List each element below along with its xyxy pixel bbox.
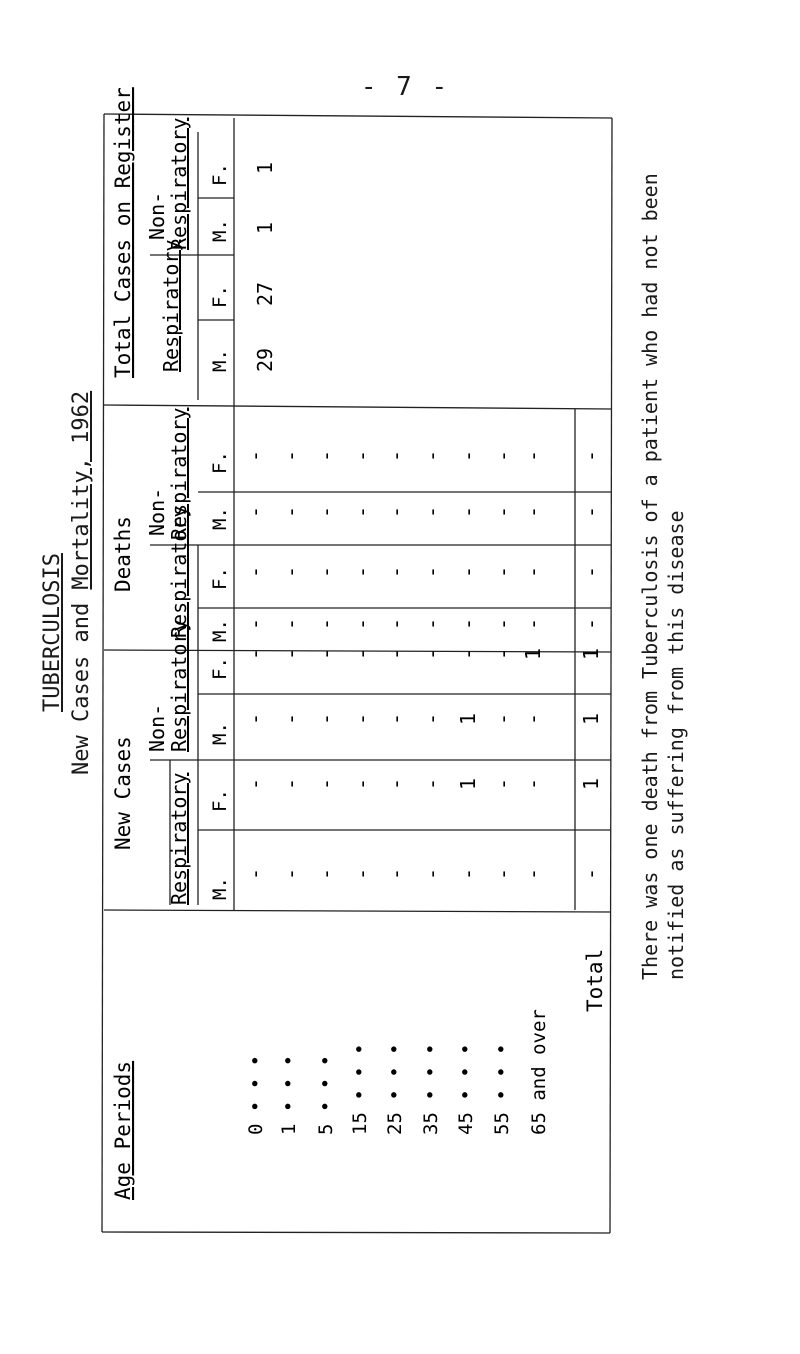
age-period-label: 45 • • • xyxy=(455,1043,477,1135)
new-case-cell-nonresp_m: - xyxy=(521,712,545,725)
new-case-cell-nonresp_f: - xyxy=(314,647,338,660)
death-cell-resp_f: - xyxy=(279,565,303,578)
header-new-nonresp-2: Respiratory xyxy=(167,619,191,752)
new-case-cell-resp_m: - xyxy=(279,867,303,880)
death-cell-nonresp_m: - xyxy=(420,505,444,518)
register-nonresp-m: 1 xyxy=(253,221,277,234)
new-case-cell-nonresp_f: 1 xyxy=(521,647,545,660)
new-case-cell-resp_f: 1 xyxy=(456,777,480,790)
footnote-line-1: There was one death from Tuberculosis of a patient who had not been xyxy=(638,173,662,980)
death-cell-resp_m: - xyxy=(350,617,374,630)
death-cell-resp_f: - xyxy=(350,565,374,578)
sex-label-new-nonresp-f: F. xyxy=(209,657,231,680)
page-number: - 7 - xyxy=(360,72,450,102)
death-total-resp_f: - xyxy=(579,565,603,578)
new-case-cell-nonresp_f: - xyxy=(384,647,408,660)
death-cell-resp_m: - xyxy=(420,617,444,630)
new-case-cell-nonresp_m: - xyxy=(491,712,515,725)
death-cell-nonresp_f: - xyxy=(456,449,480,462)
death-cell-resp_f: - xyxy=(243,565,267,578)
header-register-nonresp-1: Non- xyxy=(145,191,169,240)
age-period-label: 35 • • • xyxy=(420,1043,442,1135)
new-case-cell-nonresp_m: - xyxy=(314,712,338,725)
sex-label-reg-nonresp-f: F. xyxy=(209,163,231,186)
header-total-register: Total Cases on Register xyxy=(111,87,135,378)
total-row-label: Total xyxy=(583,948,607,1012)
age-period-label: 25 • • • xyxy=(384,1043,406,1135)
new-case-cell-nonresp_m: 1 xyxy=(456,712,480,725)
register-values xyxy=(253,162,277,372)
death-cell-nonresp_m: - xyxy=(384,505,408,518)
death-total-nonresp_m: - xyxy=(579,505,603,518)
subtitle-underlined: Mortality, 1962 xyxy=(69,390,94,590)
new-case-cell-resp_m: - xyxy=(456,867,480,880)
new-case-cell-resp_m: - xyxy=(521,867,545,880)
new-case-cell-resp_f: - xyxy=(521,777,545,790)
new-case-cell-resp_f: - xyxy=(491,777,515,790)
new-case-cell-resp_f: - xyxy=(314,777,338,790)
death-cell-resp_m: - xyxy=(279,617,303,630)
death-cell-nonresp_f: - xyxy=(491,449,515,462)
new-case-cell-resp_f: - xyxy=(384,777,408,790)
new-case-cell-resp_f: - xyxy=(279,777,303,790)
age-period-label: 0 • • • xyxy=(245,1054,267,1135)
subtitle-prefix: New Cases and xyxy=(69,589,94,775)
header-register-respiratory: Respiratory xyxy=(159,239,183,372)
sex-label-reg-resp-f: F. xyxy=(209,285,231,308)
new-case-cell-resp_f: - xyxy=(420,777,444,790)
new-case-cell-nonresp_m: - xyxy=(350,712,374,725)
sex-label-death-resp-f: F. xyxy=(209,567,231,590)
new-case-cell-nonresp_f: - xyxy=(350,647,374,660)
death-cell-resp_m: - xyxy=(314,617,338,630)
page-title: TUBERCULOSIS xyxy=(40,553,65,712)
new-case-cell-nonresp_f: - xyxy=(456,647,480,660)
new-case-total-resp_m: - xyxy=(579,867,603,880)
death-cell-nonresp_f: - xyxy=(420,449,444,462)
age-period-label: 5 • • • xyxy=(315,1054,337,1135)
sex-label-new-nonresp-m: M. xyxy=(209,722,231,745)
death-cell-nonresp_f: - xyxy=(279,449,303,462)
header-register-nonresp-2: Respiratory xyxy=(167,117,191,250)
death-cell-resp_f: - xyxy=(314,565,338,578)
new-case-cell-nonresp_m: - xyxy=(243,712,267,725)
death-cell-resp_m: - xyxy=(521,617,545,630)
age-period-label: 55 • • • xyxy=(491,1043,513,1135)
header-deaths-nonresp-2: Respiratory xyxy=(167,407,191,540)
new-case-total-resp_f: 1 xyxy=(579,777,603,790)
sex-label-death-nonresp-f: F. xyxy=(209,451,231,474)
death-cell-nonresp_f: - xyxy=(521,449,545,462)
new-case-cell-nonresp_f: - xyxy=(491,647,515,660)
death-total-nonresp_f: - xyxy=(579,449,603,462)
sex-label-death-resp-m: M. xyxy=(209,619,231,642)
new-case-cell-resp_f: - xyxy=(350,777,374,790)
header-labels xyxy=(111,87,231,1200)
death-cell-nonresp_m: - xyxy=(491,505,515,518)
death-cell-nonresp_f: - xyxy=(350,449,374,462)
sex-label-death-nonresp-m: M. xyxy=(209,507,231,530)
death-cell-nonresp_f: - xyxy=(314,449,338,462)
death-cell-resp_f: - xyxy=(491,565,515,578)
register-resp-f: 27 xyxy=(253,281,277,306)
new-case-cell-resp_f: - xyxy=(243,777,267,790)
death-cell-nonresp_m: - xyxy=(314,505,338,518)
sex-label-new-resp-m: M. xyxy=(209,877,231,900)
new-case-cell-nonresp_f: - xyxy=(420,647,444,660)
new-case-cell-resp_m: - xyxy=(384,867,408,880)
new-case-cell-resp_m: - xyxy=(491,867,515,880)
new-case-cell-resp_m: - xyxy=(243,867,267,880)
death-total-resp_m: - xyxy=(579,617,603,630)
age-labels xyxy=(245,1009,550,1135)
header-new-respiratory: Respiratory xyxy=(167,772,191,905)
new-case-total-nonresp_m: 1 xyxy=(579,712,603,725)
new-case-cell-nonresp_m: - xyxy=(420,712,444,725)
death-cell-resp_m: - xyxy=(491,617,515,630)
death-cell-nonresp_m: - xyxy=(279,505,303,518)
header-new-cases: New Cases xyxy=(111,736,135,850)
death-cell-nonresp_f: - xyxy=(243,449,267,462)
grid-values xyxy=(243,450,603,880)
header-new-nonresp-1: Non- xyxy=(145,703,169,752)
sex-label-new-resp-f: F. xyxy=(209,789,231,812)
new-case-cell-resp_m: - xyxy=(420,867,444,880)
new-case-cell-nonresp_m: - xyxy=(279,712,303,725)
header-deaths: Deaths xyxy=(111,516,135,592)
sex-label-reg-resp-m: M. xyxy=(209,349,231,372)
register-nonresp-f: 1 xyxy=(253,161,277,174)
age-period-label: 1 • • • xyxy=(278,1054,300,1135)
death-cell-resp_m: - xyxy=(243,617,267,630)
death-cell-resp_m: - xyxy=(456,617,480,630)
death-cell-nonresp_f: - xyxy=(384,449,408,462)
sex-label-reg-nonresp-m: M. xyxy=(209,219,231,242)
death-cell-resp_f: - xyxy=(420,565,444,578)
death-cell-nonresp_m: - xyxy=(521,505,545,518)
register-resp-m: 29 xyxy=(253,347,277,372)
age-period-label: 65 and over xyxy=(528,1009,550,1135)
header-deaths-nonresp-1: Non- xyxy=(145,487,169,536)
new-case-cell-resp_m: - xyxy=(314,867,338,880)
death-cell-resp_f: - xyxy=(456,565,480,578)
new-case-cell-nonresp_f: - xyxy=(243,647,267,660)
death-cell-nonresp_m: - xyxy=(350,505,374,518)
death-cell-nonresp_m: - xyxy=(243,505,267,518)
new-case-cell-resp_m: - xyxy=(350,867,374,880)
header-age-periods: Age Periods xyxy=(111,1060,135,1200)
new-case-cell-nonresp_m: - xyxy=(384,712,408,725)
new-case-cell-nonresp_f: - xyxy=(279,647,303,660)
footnote-line-2: notified as suffering from this disease xyxy=(664,510,688,980)
new-case-total-nonresp_f: 1 xyxy=(579,647,603,660)
death-cell-resp_m: - xyxy=(384,617,408,630)
header-deaths-respiratory: Respiratory xyxy=(167,505,191,638)
death-cell-nonresp_m: - xyxy=(456,505,480,518)
age-period-label: 15 • • • xyxy=(349,1043,371,1135)
death-cell-resp_f: - xyxy=(384,565,408,578)
death-cell-resp_f: - xyxy=(521,565,545,578)
